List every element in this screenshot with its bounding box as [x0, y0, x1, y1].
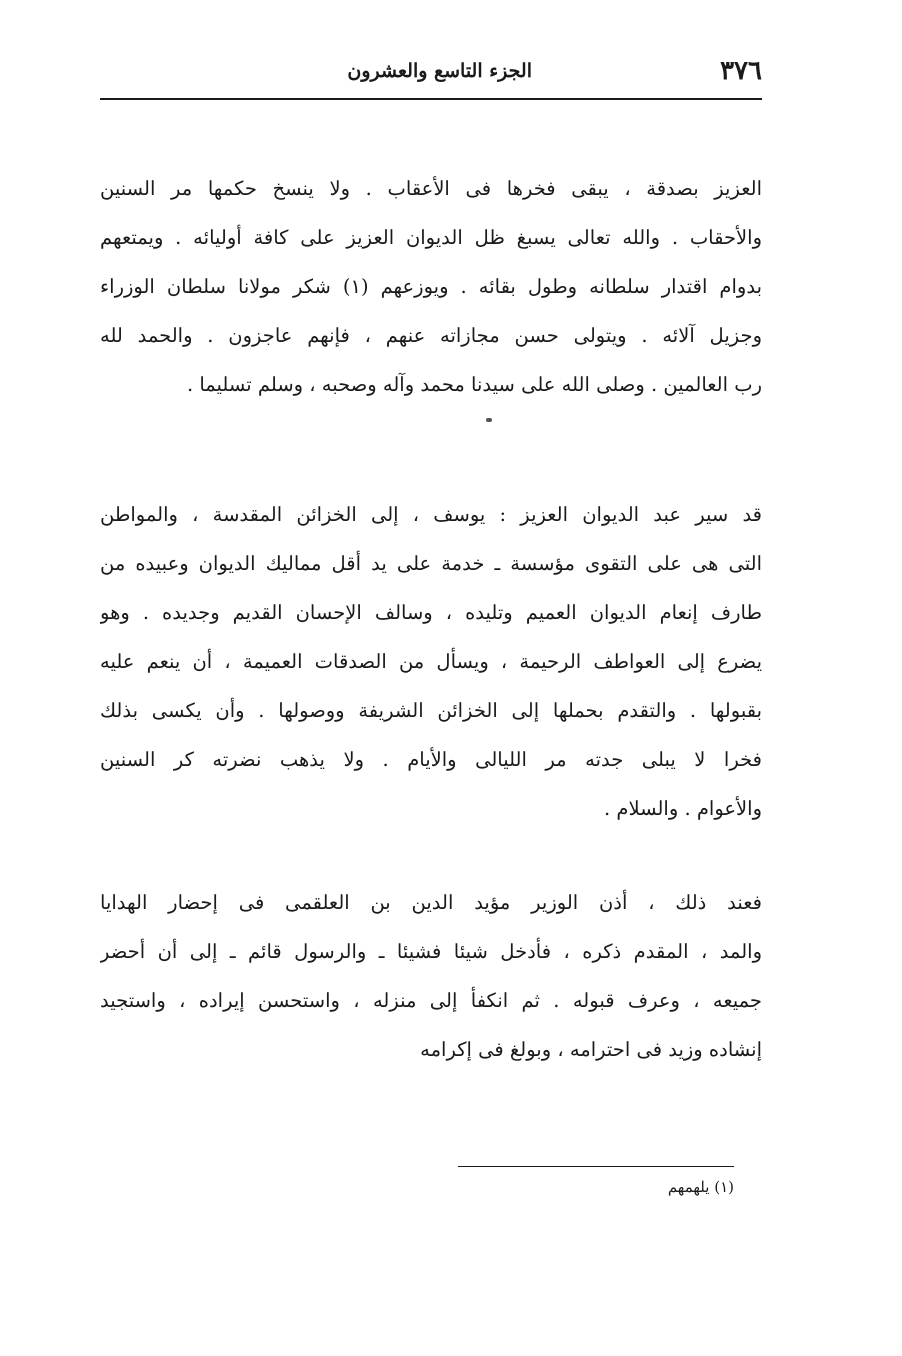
text-line: طارف إنعام الديوان العميم وتليده ، وسالف الإحسان القديم وجديده . وهو [100, 601, 762, 624]
text-line: فعند ذلك ، أذن الوزير مؤيد الدين بن العلقمى فى إحضار الهدايا [100, 891, 762, 914]
paragraph-closing-letter [100, 164, 762, 409]
text-line: وجزيل آلائه . ويتولى حسن مجازاته عنهم ، فإنهم عاجزون . والحمد لله [100, 324, 762, 347]
ink-mark [486, 418, 492, 422]
text-line: رب العالمين . وصلى الله على سيدنا محمد وآله وصحبه ، وسلم تسليما . [186, 373, 762, 396]
page-number: ٣٧٦ [720, 56, 762, 86]
text-line: والمد ، المقدم ذكره ، فأدخل شيئا فشيئا ـ والرسول قائم ـ إلى أن أحضر [100, 940, 762, 963]
text-line: قد سير عبد الديوان العزيز : يوسف ، إلى الخزائن المقدسة ، والمواطن [100, 503, 762, 526]
text-line: بدوام اقتدار سلطانه وطول بقائه . ويوزعهم (١) شكر مولانا سلطان الوزراء [100, 275, 762, 298]
paragraph-gift-letter [100, 490, 762, 833]
text-line: يضرع إلى العواطف الرحيمة ، ويسأل من الصدقات العميمة ، أن ينعم عليه [100, 650, 762, 673]
text-line: والأعوام . والسلام . [603, 797, 762, 820]
text-line: فخرا لا يبلى جدته مر الليالى والأيام . ولا يذهب نضرته كر السنين [100, 748, 762, 771]
text-line: العزيز بصدقة ، يبقى فخرها فى الأعقاب . ولا ينسخ حكمها مر السنين [100, 177, 762, 200]
footnote: (١) يلهمهم [667, 1178, 734, 1196]
text-line: التى هى على التقوى مؤسسة ـ خدمة على يد أقل مماليك الديوان وعبيده من [100, 552, 762, 575]
footnote-rule [458, 1166, 734, 1167]
text-line: والأحقاب . والله تعالى يسبغ ظل الديوان العزيز على كافة أوليائه . ويمتعهم [100, 226, 762, 249]
text-line: إنشاده وزيد فى احترامه ، وبولغ فى إكرامه [420, 1038, 762, 1061]
paragraph-narrative [100, 878, 762, 1074]
running-title: الجزء التاسع والعشرون [347, 60, 532, 82]
header-rule [100, 98, 762, 100]
text-line: بقبولها . والتقدم بحملها إلى الخزائن الشريفة ووصولها . وأن يكسى بذلك [100, 699, 762, 722]
page-header [100, 54, 762, 94]
text-line: جميعه ، وعرف قبوله . ثم انكفأ إلى منزله ، واستحسن إيراده ، واستجيد [100, 989, 762, 1012]
